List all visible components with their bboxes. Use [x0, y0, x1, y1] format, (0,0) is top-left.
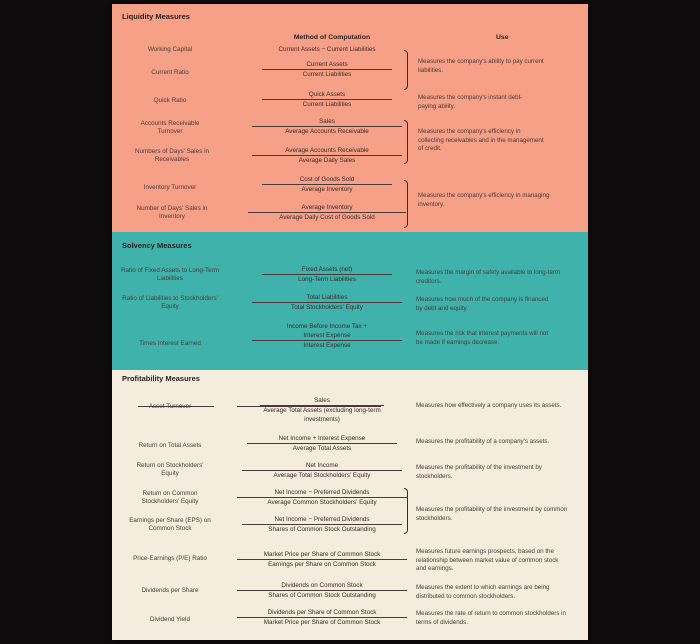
return-common-formula [237, 488, 407, 507]
fixed-assets-ratio-formula [262, 265, 392, 284]
dps-numerator: Dividends on Common Stock [281, 582, 363, 589]
days-receivables-numerator: Average Accounts Receivable [285, 147, 369, 154]
eps-denominator: Shares of Common Stock Outstanding [242, 524, 402, 534]
days-receivables-label: Numbers of Days' Sales in Receivables [135, 148, 209, 163]
return-se-label: Return on Stockholders' Equity [136, 462, 204, 477]
fixed-assets-ratio-label: Ratio of Fixed Assets to Long-Term Liabilities [121, 267, 219, 282]
times-interest-label: Times Interest Earned [139, 340, 201, 347]
return-common-denominator: Average Common Stockholders' Equity [237, 497, 407, 507]
solvency-use-risk: Measures the risk that interest payments will not be made if earnings decrease. [416, 330, 549, 346]
solvency-title: Solvency Measures [122, 241, 192, 250]
fixed-assets-denominator: Long-Term Liabilities [262, 274, 392, 284]
dps-label: Dividends per Share [141, 587, 199, 594]
quick-ratio-numerator: Quick Assets [308, 91, 346, 98]
profitability-use-earnings-prospects: Measures future earnings prospects, based on the relationship between market value of common stock and earnings. [416, 548, 559, 572]
ar-turnover-numerator: Sales [319, 118, 335, 125]
asset-turnover-formula [242, 396, 402, 424]
brace-icon [404, 120, 408, 164]
times-interest-formula [252, 322, 402, 350]
return-assets-numerator: Net Income + Interest Expense [278, 435, 366, 442]
days-receivables-formula [252, 146, 402, 165]
return-se-denominator: Average Total Stockholders' Equity [242, 470, 402, 480]
liquidity-section [112, 4, 588, 232]
profitability-title: Profitability Measures [122, 374, 200, 383]
brace-icon [404, 488, 408, 534]
liquidity-use-pay: Measures the company's ability to pay current liabilities. [418, 58, 544, 74]
asset-turnover-numerator: Sales [314, 397, 330, 404]
profitability-use-stockholders: Measures the profitability of the investment by stockholders. [416, 464, 542, 480]
liabilities-equity-numerator: Total Liabilities [306, 294, 348, 301]
profitability-use-assets: Measures how effectively a company uses its assets. [416, 402, 562, 409]
return-se-numerator: Net Income [305, 462, 339, 469]
liabilities-equity-denominator: Total Stockholders' Equity [252, 302, 402, 312]
days-inventory-numerator: Average Inventory [301, 204, 353, 211]
inventory-turnover-formula [262, 175, 392, 194]
inventory-turnover-denominator: Average Inventory [262, 184, 392, 194]
liquidity-title: Liquidity Measures [122, 12, 190, 21]
method-header: Method of Computation [293, 34, 371, 41]
ar-turnover-formula [252, 117, 402, 136]
brace-icon [404, 180, 408, 228]
return-common-numerator: Net Income − Preferred Dividends [274, 489, 370, 496]
inventory-turnover-label: Inventory Turnover [143, 184, 197, 191]
solvency-section [112, 232, 588, 370]
quick-ratio-formula [262, 90, 392, 109]
dps-formula [237, 581, 407, 600]
pe-ratio-label: Price-Earnings (P/E) Ratio [133, 555, 207, 562]
dps-denominator: Shares of Common Stock Outstanding [237, 590, 407, 600]
pe-ratio-formula [237, 550, 407, 569]
times-interest-numerator: Income Before Income Tax + Interest Expense [286, 323, 368, 339]
return-se-formula [242, 461, 402, 480]
quick-ratio-denominator: Current Liabilities [262, 99, 392, 109]
quick-ratio-label: Quick Ratio [153, 97, 187, 104]
dividend-yield-label: Dividend Yield [150, 616, 190, 623]
brace-icon [404, 50, 408, 90]
pe-numerator: Market Price per Share of Common Stock [263, 551, 381, 558]
eps-numerator: Net Income − Preferred Dividends [274, 516, 370, 523]
eps-formula [242, 515, 402, 534]
ratio-summary-card [112, 4, 588, 640]
pe-denominator: Earnings per Share on Common Stock [237, 559, 407, 569]
working-capital-label: Working Capital [147, 46, 193, 53]
liabilities-equity-label: Ratio of Liabilities to Stockholders' Equity [122, 295, 218, 310]
ar-turnover-denominator: Average Accounts Receivable [252, 126, 402, 136]
dividend-yield-formula [237, 608, 407, 627]
return-common-label: Return on Common Stockholders' Equity [141, 490, 199, 505]
liabilities-equity-formula [252, 293, 402, 312]
use-header: Use [496, 34, 509, 41]
days-inventory-label: Number of Days' Sales in Inventory [136, 205, 208, 220]
liquidity-use-receivables: Measures the company's efficiency in collecting receivables and in the management of credit. [418, 128, 544, 152]
profitability-use-dividend-return: Measures the rate of return to common stockholders in terms of dividends. [416, 610, 566, 626]
asset-turnover-label: Asset Turnover [148, 403, 192, 410]
yield-numerator: Dividends per Share of Common Stock [267, 609, 377, 616]
return-assets-label: Return on Total Assets [138, 442, 202, 449]
return-assets-formula [247, 434, 397, 453]
days-inventory-denominator: Average Daily Cost of Goods Sold [248, 212, 406, 222]
solvency-use-financed: Measures how much of the company is financed by debt and equity. [416, 296, 549, 312]
fixed-assets-numerator: Fixed Assets (net) [301, 266, 353, 273]
current-ratio-label: Current Ratio [151, 69, 189, 76]
asset-turnover-denominator: Average Total Assets (excluding long-term investments) [260, 405, 384, 424]
ar-turnover-label: Accounts Receivable Turnover [140, 120, 200, 135]
profitability-use-common: Measures the profitability of the investment by common stockholders. [416, 506, 568, 522]
times-interest-denominator: Interest Expense [252, 340, 402, 350]
days-inventory-formula [248, 203, 406, 222]
current-ratio-formula [262, 60, 392, 79]
yield-denominator: Market Price per Share of Common Stock [237, 617, 407, 627]
profitability-use-distribution: Measures the extent to which earnings are being distributed to common stockholders. [416, 584, 550, 600]
eps-label: Earnings per Share (EPS) on Common Stock [129, 517, 211, 532]
solvency-use-margin: Measures the margin of safety available to long-term creditors. [416, 269, 561, 285]
liquidity-use-instant: Measures the company's instant debt-paying ability. [418, 94, 523, 110]
profitability-use-asset-profit: Measures the profitability of a company's assets. [416, 438, 550, 445]
return-assets-denominator: Average Total Assets [247, 443, 397, 453]
days-receivables-denominator: Average Daily Sales [252, 155, 402, 165]
liquidity-use-inventory: Measures the company's efficiency in managing inventory. [418, 192, 550, 208]
working-capital-method: Current Assets − Current Liabilities [278, 46, 376, 53]
current-ratio-numerator: Current Assets [306, 61, 348, 68]
inventory-turnover-numerator: Cost of Goods Sold [299, 176, 355, 183]
profitability-section [112, 370, 588, 640]
current-ratio-denominator: Current Liabilities [262, 69, 392, 79]
